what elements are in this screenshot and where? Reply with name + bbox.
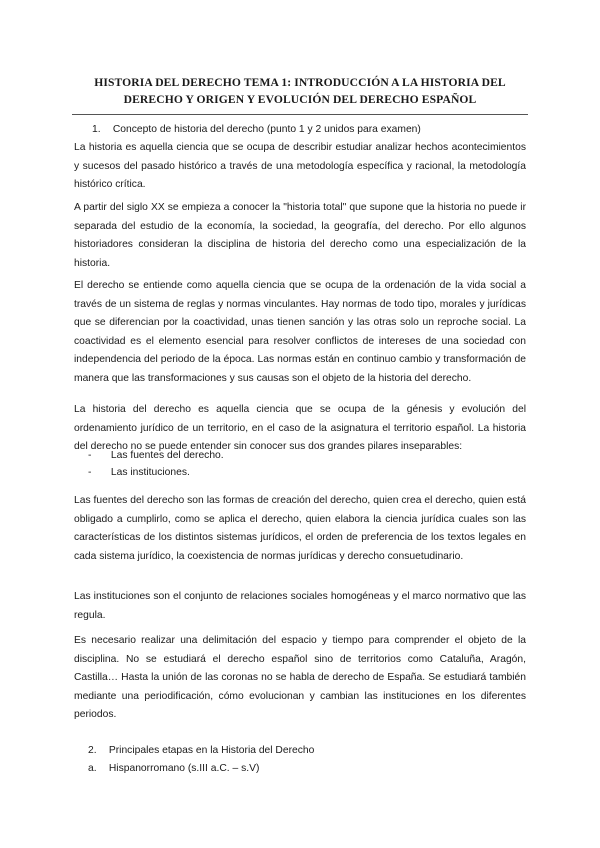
section-2-number: 2. (88, 745, 97, 756)
section-1-heading (92, 121, 421, 140)
section-2-title: Principales etapas en la Historia del Derecho (108, 745, 315, 756)
pillar-1-text: Las fuentes del derecho. (110, 450, 224, 461)
section-1-title: Concepto de historia del derecho (punto 1 y 2 unidos para examen) (112, 124, 421, 135)
document-title: HISTORIA DEL DERECHO TEMA 1: INTRODUCCIÓN A LA HISTORIA DEL DERECHO Y ORIGEN Y EVOLUCIÓN DEL DERECHO ESPAÑOL (94, 76, 506, 106)
paragraph-5: Las fuentes del derecho son las formas de creación del derecho, quien crea el derecho, quien está obligado a cumplirlo, como se aplica el derecho, quien elabora la ciencia jurídica cuales son las características de los distintos sistemas jurídicos, el orden de preferencia de los textos legales en cada sistema jurídico, la coexistencia de normas jurídicas y derecho consuetudinario. (74, 495, 526, 562)
section-2-heading (88, 742, 314, 761)
section-1-number: 1. (92, 124, 101, 135)
pillar-1-marker: - (88, 450, 92, 461)
paragraph-7: Es necesario realizar una delimitación del espacio y tiempo para comprender el objeto de la disciplina. No se estudiará el derecho español sino de territorios como Cataluña, Aragón, Castilla… Hasta la unión de las coronas no se habla de derecho de España. Se estudiará también mediante una periodificación, cómo evolucionan y cambian las instituciones en los diferentes periodos. (74, 635, 526, 720)
section-2a-marker: a. (88, 763, 97, 774)
paragraph-1: La historia es aquella ciencia que se ocupa de describir estudiar analizar hechos acontecimientos y sucesos del pasado histórico a través de una metodología específica y racional, la metodología histórico crítica. (74, 142, 526, 190)
section-2a-title: Hispanorromano (s.III a.C. – s.V) (108, 763, 260, 774)
pillar-2-marker: - (88, 467, 92, 478)
paragraph-6: Las instituciones son el conjunto de relaciones sociales homogéneas y el marco normativo que las regula. (74, 591, 526, 621)
paragraph-4: La historia del derecho es aquella ciencia que se ocupa de la génesis y evolución del ordenamiento jurídico de un territorio, en el caso de la asignatura el territorio español. La historia del derecho no se puede entender sin conocer sus dos grandes pilares inseparables: (74, 404, 526, 452)
title-divider (72, 114, 528, 115)
paragraph-2: A partir del siglo XX se empieza a conocer la "historia total" que supone que la historia no puede ir separada del estudio de la economía, la sociedad, la geografía, del derecho. Por ello algunos historiadores consideran la disciplina de historia del derecho como una especialización de la historia. (74, 202, 526, 269)
pillar-item-2-row (88, 464, 190, 483)
section-2-subheading (88, 760, 259, 779)
paragraph-3: El derecho se entiende como aquella ciencia que se ocupa de la ordenación de la vida social a través de un sistema de reglas y normas vinculantes. Hay normas de todo tipo, morales y jurídicas que se diferencian por la coactividad, unas tienen sanción y las otras solo un reproche social. La coactividad es el elemento esencial para resolver conflictos de intereses de una sociedad con independencia del periodo de la época. Las normas están en continuo cambio y transformación de manera que las transformaciones y sus causas son el objeto de la historia del derecho. (74, 280, 526, 384)
pillar-item-1-row (88, 447, 224, 466)
pillar-2-text: Las instituciones. (110, 467, 190, 478)
